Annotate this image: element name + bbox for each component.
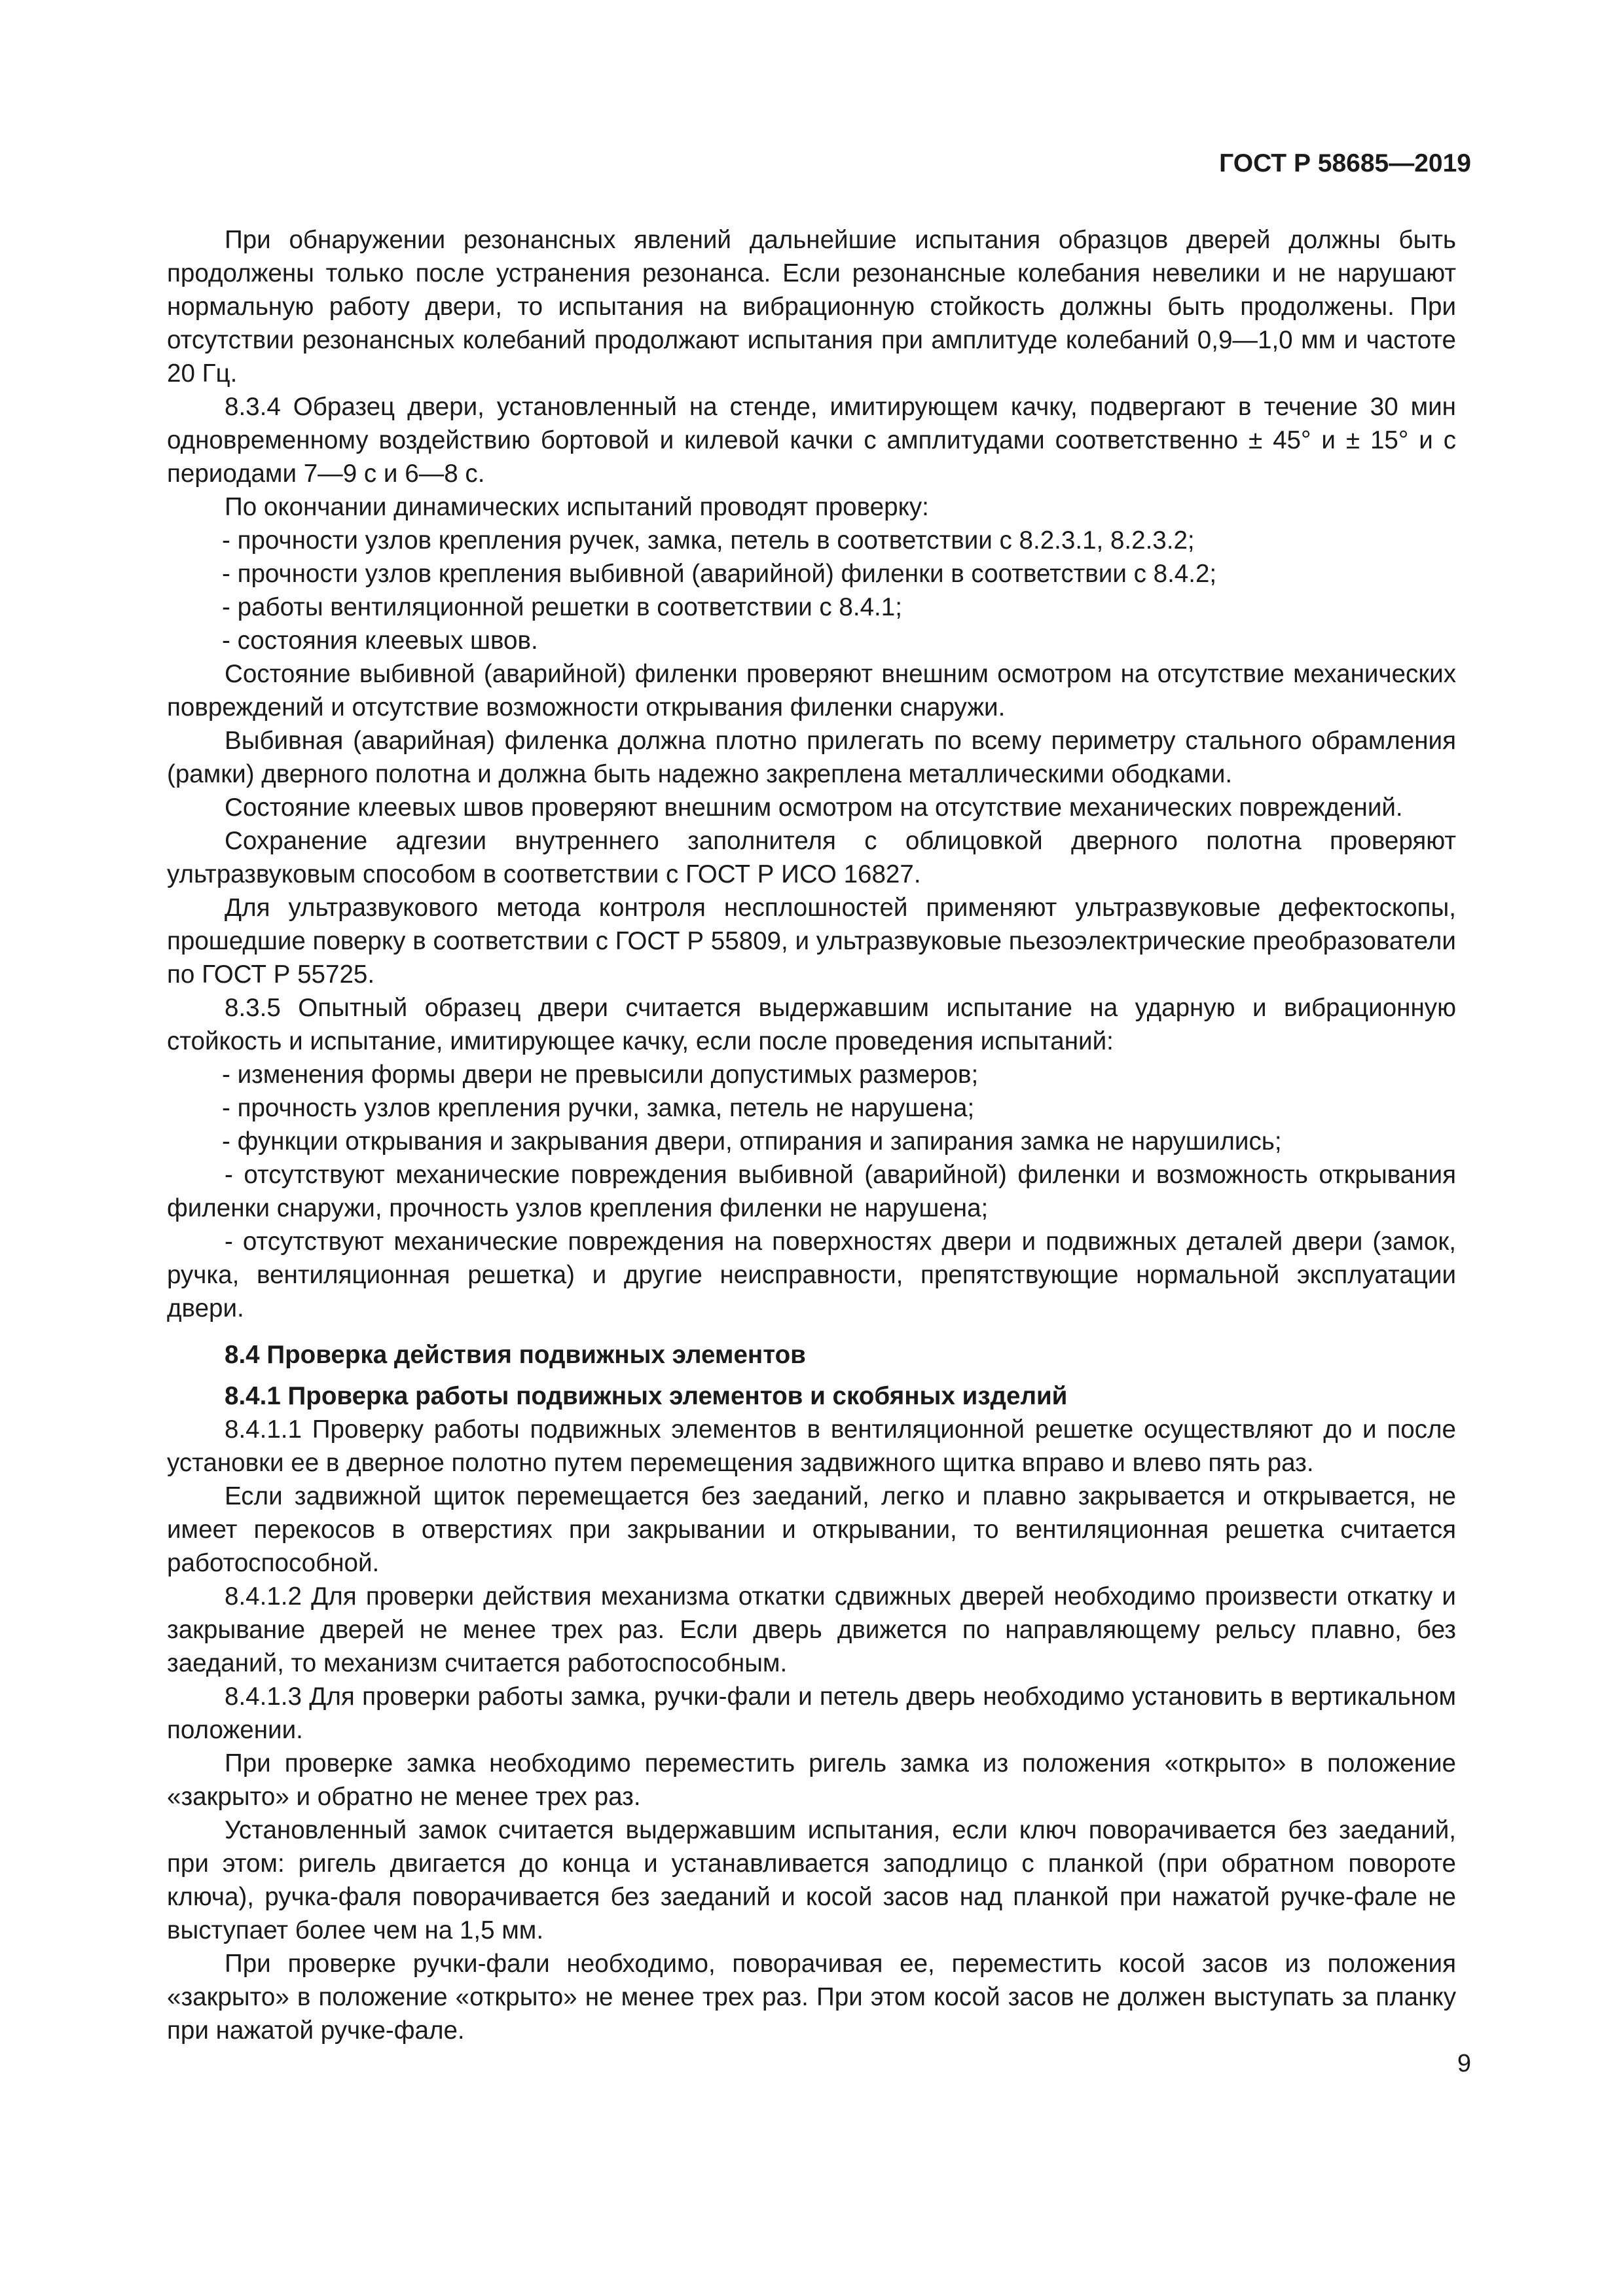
section-heading: 8.4 Проверка действия подвижных элементов bbox=[225, 1341, 806, 1369]
paragraph: По окончании динамических испытаний проводят проверку: bbox=[225, 493, 929, 521]
paragraph: 8.3.4 Образец двери, установленный на стенде, имитирующем качку, подвергают в течение 30 мин одновременному воздействию бортовой и килевой качки с амплитудами соответственно ± 45° и ± 15° и с периодами 7—9 с и 6—8 с. bbox=[167, 393, 1456, 488]
paragraph: 8.3.5 Опытный образец двери считается выдержавшим испытание на ударную и вибрационную стойкость и испытание, имитирующее качку, если после проведения испытаний: bbox=[167, 994, 1456, 1055]
section-heading: 8.4.1 Проверка работы подвижных элементов и скобяных изделий bbox=[225, 1382, 1068, 1410]
list-item: - прочности узлов крепления выбивной (аварийной) филенки в соответствии с 8.4.2; bbox=[222, 560, 1217, 588]
standard-header: ГОСТ Р 58685—2019 bbox=[1219, 149, 1471, 177]
paragraph: При проверке замка необходимо переместить ригель замка из положения «открыто» в положение «закрыто» и обратно не менее трех раз. bbox=[167, 1749, 1456, 1811]
list-item: - функции открывания и закрывания двери, отпирания и запирания замка не нарушились; bbox=[222, 1127, 1282, 1156]
paragraph: При обнаружении резонансных явлений дальнейшие испытания образцов дверей должны быть продолжены только после устранения резонанса. Если резонансные колебания невелики и не нарушают нормальную работу двери, то испытания на вибрационную стойкость должны быть продолжены. При отсутствии резонансных колебаний продолжают испытания при амплитуде колебаний 0,9—1,0 мм и частоте 20 Гц. bbox=[167, 226, 1456, 388]
paragraph: Установленный замок считается выдержавшим испытания, если ключ поворачивается без заеданий, при этом: ригель двигается до конца и устанавливается заподлицо с планкой (при обратном повороте ключа), ручка-фаля поворачивается без заеданий и косой засов над планкой при нажатой ручке-фале не выступает более чем на 1,5 мм. bbox=[167, 1816, 1456, 1944]
paragraph: 8.4.1.2 Для проверки действия механизма откатки сдвижных дверей необходимо произвести откатку и закрывание дверей не менее трех раз. Если дверь движется по направляющему рельсу плавно, без заеданий, то механизм считается работоспособным. bbox=[167, 1582, 1456, 1677]
paragraph: Выбивная (аварийная) филенка должна плотно прилегать по всему периметру стального обрамления (рамки) дверного полотна и должна быть надежно закреплена металлическими ободками. bbox=[167, 727, 1456, 788]
paragraph: При проверке ручки-фали необходимо, поворачивая ее, переместить косой засов из положения «закрыто» в положение «открыто» не менее трех раз. При этом косой засов не должен выступать за планку при нажатой ручке-фале. bbox=[167, 1950, 1456, 2045]
page-number: 9 bbox=[1457, 2050, 1471, 2077]
paragraph: 8.4.1.3 Для проверки работы замка, ручки-фали и петель дверь необходимо установить в вертикальном положении. bbox=[167, 1683, 1456, 1744]
list-item: - работы вентиляционной решетки в соответствии с 8.4.1; bbox=[222, 593, 902, 621]
paragraph: Для ультразвукового метода контроля несплошностей применяют ультразвуковые дефектоскопы, прошедшие поверку в соответствии с ГОСТ Р 55809, и ультразвуковые пьезоэлектрические преобразователи по ГОСТ Р 55725. bbox=[167, 894, 1456, 989]
paragraph: - отсутствуют механические повреждения выбивной (аварийной) филенки и возможность открывания филенки снаружи, прочность узлов крепления филенки не нарушена; bbox=[167, 1161, 1456, 1222]
paragraph: Состояние клеевых швов проверяют внешним осмотром на отсутствие механических повреждений. bbox=[225, 793, 1403, 822]
paragraph: 8.4.1.1 Проверку работы подвижных элементов в вентиляционной решетке осуществляют до и после установки ее в дверное полотно путем перемещения задвижного щитка вправо и влево пять раз. bbox=[167, 1415, 1456, 1477]
list-item: - прочности узлов крепления ручек, замка, петель в соответствии с 8.2.3.1, 8.2.3.2; bbox=[222, 526, 1195, 555]
paragraph: Если задвижной щиток перемещается без заеданий, легко и плавно закрывается и открывается, не имеет перекосов в отверстиях при закрывании и открывании, то вентиляционная решетка считается работоспособной. bbox=[167, 1482, 1456, 1577]
list-item: - прочность узлов крепления ручки, замка, петель не нарушена; bbox=[222, 1094, 975, 1122]
paragraph: - отсутствуют механические повреждения на поверхностях двери и подвижных деталей двери (замок, ручка, вентиляционная решетка) и другие неисправности, препятствующие нормальной эксплуатации двери. bbox=[167, 1228, 1456, 1322]
document-body bbox=[167, 223, 1456, 2047]
list-item: - состояния клеевых швов. bbox=[222, 627, 538, 655]
paragraph: Состояние выбивной (аварийной) филенки проверяют внешним осмотром на отсутствие механических повреждений и отсутствие возможности открывания филенки снаружи. bbox=[167, 660, 1456, 721]
list-item: - изменения формы двери не превысили допустимых размеров; bbox=[222, 1061, 979, 1089]
paragraph: Сохранение адгезии внутреннего заполнителя с облицовкой дверного полотна проверяют ультразвуковым способом в соответствии с ГОСТ Р ИСО 16827. bbox=[167, 827, 1456, 888]
